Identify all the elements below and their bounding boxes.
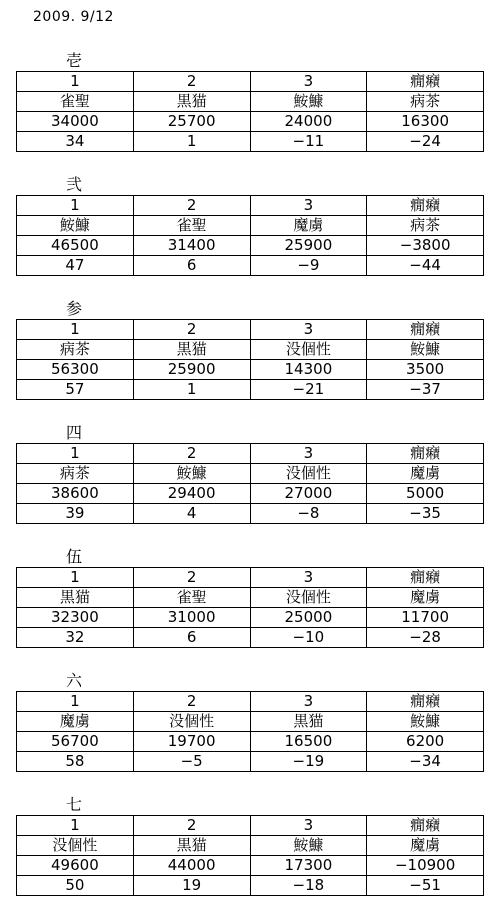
points-cell: 58 [17,752,134,772]
points-cell: −24 [367,132,484,152]
scores-cell: 6200 [367,732,484,752]
header-row [17,568,484,588]
results-table [16,815,484,896]
names-cell: 黒猫 [133,92,250,112]
header-cell: 1 [17,444,134,464]
round-title: 弐 [66,175,83,194]
names-row [17,216,484,236]
header-cell: 癇癪 [367,568,484,588]
points-cell: 50 [17,876,134,896]
results-table [16,195,484,276]
scores-cell: −3800 [367,236,484,256]
points-cell: −35 [367,504,484,524]
scores-cell: 27000 [250,484,367,504]
names-cell: 病茶 [17,340,134,360]
scores-cell: −10900 [367,856,484,876]
scores-cell: 29400 [133,484,250,504]
scores-cell: 11700 [367,608,484,628]
header-cell: 癇癪 [367,72,484,92]
round-block [16,423,484,524]
points-cell: −10 [250,628,367,648]
names-cell: 鮟鱇 [17,216,134,236]
scores-row [17,236,484,256]
scores-cell: 38600 [17,484,134,504]
header-cell: 3 [250,444,367,464]
points-cell: 1 [133,380,250,400]
points-cell: 47 [17,256,134,276]
header-row [17,816,484,836]
scores-cell: 31000 [133,608,250,628]
scores-cell: 24000 [250,112,367,132]
names-cell: 魔虜 [17,712,134,732]
scores-cell: 16500 [250,732,367,752]
header-cell: 3 [250,320,367,340]
scores-row [17,360,484,380]
names-row [17,464,484,484]
names-row [17,92,484,112]
header-cell: 3 [250,692,367,712]
header-cell: 2 [133,72,250,92]
header-row [17,692,484,712]
points-cell: 4 [133,504,250,524]
points-cell: −21 [250,380,367,400]
points-cell: −18 [250,876,367,896]
header-cell: 2 [133,568,250,588]
header-cell: 2 [133,320,250,340]
header-cell: 3 [250,816,367,836]
scores-cell: 3500 [367,360,484,380]
round-title: 参 [66,299,83,318]
header-row [17,320,484,340]
header-cell: 3 [250,568,367,588]
points-row [17,256,484,276]
names-cell: 鮟鱇 [250,836,367,856]
round-title: 壱 [66,51,83,70]
points-cell: −11 [250,132,367,152]
header-cell: 2 [133,444,250,464]
points-cell: −8 [250,504,367,524]
header-cell: 1 [17,692,134,712]
round-title: 七 [66,795,83,814]
scores-cell: 5000 [367,484,484,504]
header-cell: 癇癪 [367,816,484,836]
names-cell: 鮟鱇 [133,464,250,484]
names-cell: 魔虜 [367,588,484,608]
names-cell: 雀聖 [133,216,250,236]
round-block [16,175,484,276]
points-cell: 19 [133,876,250,896]
scores-cell: 56700 [17,732,134,752]
names-row [17,340,484,360]
points-cell: 6 [133,256,250,276]
points-cell: 57 [17,380,134,400]
header-cell: 1 [17,320,134,340]
points-cell: 1 [133,132,250,152]
names-cell: 魔虜 [367,836,484,856]
points-cell: 39 [17,504,134,524]
round-block [16,795,484,896]
names-cell: 没個性 [250,464,367,484]
names-cell: 雀聖 [133,588,250,608]
names-cell: 病茶 [367,92,484,112]
names-cell: 黒猫 [133,340,250,360]
points-cell: −19 [250,752,367,772]
names-cell: 没個性 [17,836,134,856]
scores-cell: 14300 [250,360,367,380]
scores-cell: 32300 [17,608,134,628]
round-block [16,547,484,648]
scores-row [17,856,484,876]
names-cell: 黒猫 [133,836,250,856]
results-table [16,443,484,524]
scores-cell: 25000 [250,608,367,628]
header-row [17,444,484,464]
names-row [17,588,484,608]
header-cell: 3 [250,196,367,216]
scores-row [17,112,484,132]
results-table [16,567,484,648]
header-cell: 癇癪 [367,444,484,464]
names-cell: 黒猫 [17,588,134,608]
names-cell: 病茶 [367,216,484,236]
names-cell: 魔虜 [367,464,484,484]
round-title: 伍 [66,547,83,566]
scores-cell: 44000 [133,856,250,876]
header-row [17,72,484,92]
header-cell: 癇癪 [367,196,484,216]
points-row [17,752,484,772]
names-cell: 没個性 [250,340,367,360]
names-cell: 鮟鱇 [250,92,367,112]
scores-row [17,484,484,504]
names-cell: 病茶 [17,464,134,484]
page-date: 2009. 9/12 [33,9,114,25]
header-cell: 1 [17,568,134,588]
points-cell: −44 [367,256,484,276]
scores-cell: 56300 [17,360,134,380]
names-cell: 没個性 [250,588,367,608]
scores-row [17,608,484,628]
results-table [16,71,484,152]
names-cell: 鮟鱇 [367,712,484,732]
names-cell: 没個性 [133,712,250,732]
round-block [16,671,484,772]
points-cell: −37 [367,380,484,400]
header-cell: 2 [133,692,250,712]
scores-cell: 25900 [250,236,367,256]
scores-cell: 25700 [133,112,250,132]
points-row [17,628,484,648]
scores-cell: 49600 [17,856,134,876]
names-row [17,836,484,856]
scores-cell: 17300 [250,856,367,876]
points-cell: −28 [367,628,484,648]
round-title: 四 [66,423,83,442]
points-cell: −34 [367,752,484,772]
names-cell: 黒猫 [250,712,367,732]
header-cell: 癇癪 [367,692,484,712]
scores-cell: 34000 [17,112,134,132]
header-row [17,196,484,216]
points-cell: −5 [133,752,250,772]
points-row [17,504,484,524]
points-cell: −51 [367,876,484,896]
results-table [16,691,484,772]
round-block [16,299,484,400]
header-cell: 3 [250,72,367,92]
scores-cell: 46500 [17,236,134,256]
names-cell: 魔虜 [250,216,367,236]
points-row [17,132,484,152]
round-title: 六 [66,671,83,690]
header-cell: 1 [17,816,134,836]
points-cell: 34 [17,132,134,152]
points-row [17,876,484,896]
names-cell: 鮟鱇 [367,340,484,360]
points-cell: −9 [250,256,367,276]
results-table [16,319,484,400]
header-cell: 癇癪 [367,320,484,340]
scores-cell: 19700 [133,732,250,752]
header-cell: 2 [133,196,250,216]
names-cell: 雀聖 [17,92,134,112]
round-block [16,51,484,152]
scores-row [17,732,484,752]
points-cell: 6 [133,628,250,648]
names-row [17,712,484,732]
scores-cell: 31400 [133,236,250,256]
points-row [17,380,484,400]
header-cell: 1 [17,72,134,92]
scores-cell: 16300 [367,112,484,132]
points-cell: 32 [17,628,134,648]
scores-cell: 25900 [133,360,250,380]
header-cell: 1 [17,196,134,216]
header-cell: 2 [133,816,250,836]
